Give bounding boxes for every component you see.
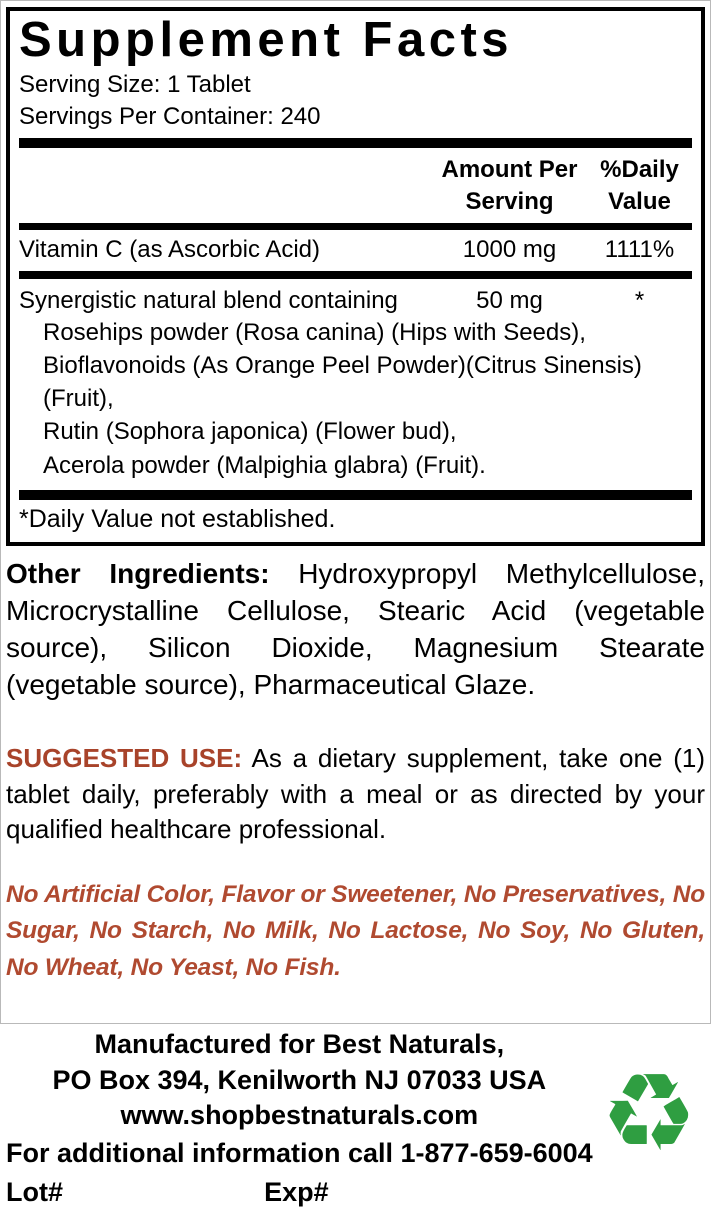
nutrient-name: Vitamin C (as Ascorbic Acid) [19, 235, 320, 263]
serving-info [19, 68, 692, 132]
blend-component: Acerola powder (Malpighia glabra) (Fruit). [43, 451, 486, 479]
footer-text-block [6, 1027, 593, 1208]
manufactured-for: Manufactured for Best Naturals, [94, 1028, 505, 1059]
other-ingredients-text: Hydroxypropyl Methylcellulose, Microcrystalline Cellulose, Stearic Acid (vegetable source), Silicon Dioxide, Magnesium Stearate (vegetable source), Pharmaceutical Glaze. [6, 557, 705, 700]
header-daily-value: %Daily Value [600, 156, 679, 215]
divider-medium [19, 223, 692, 230]
recycle-icon: ♻ [600, 1050, 698, 1176]
table-header [19, 148, 692, 222]
suggested-use [6, 741, 705, 846]
suggested-use-text: As a dietary supplement, take one (1) tablet daily, preferably with a meal or as directed by your qualified healthcare professional. [6, 743, 705, 844]
blend-row [19, 285, 692, 316]
nutrient-amount: 1000 mg [462, 235, 557, 263]
other-ingredients [6, 556, 705, 704]
blend-component: Bioflavonoids (As Orange Peel Powder)(Citrus Sinensis)(Fruit), [43, 352, 642, 413]
info-phone-line: For additional information call 1-877-659-6004 [6, 1137, 593, 1168]
address: PO Box 394, Kenilworth NJ 07033 USA [52, 1064, 547, 1095]
lot-label: Lot# [6, 1177, 63, 1208]
blend-name: Synergistic natural blend containing [19, 286, 398, 314]
panel-title: Supplement Facts [19, 13, 514, 67]
lot-exp-spacer [393, 1177, 587, 1208]
serving-size: Serving Size: 1 Tablet [19, 70, 251, 98]
nutrient-dv: 1111% [604, 235, 675, 263]
lot-exp-row [6, 1177, 593, 1208]
blend-component: Rosehips powder (Rosa canina) (Hips with Seeds), [43, 319, 586, 347]
servings-per-container: Servings Per Container: 240 [19, 103, 321, 131]
blend-amount: 50 mg [476, 286, 543, 314]
footer [6, 1027, 705, 1208]
footer-icon-block [593, 1027, 705, 1208]
blend-section [19, 279, 692, 490]
table-row [19, 230, 692, 271]
website: www.shopbestnaturals.com [120, 1100, 479, 1131]
dv-footnote: *Daily Value not established. [19, 504, 336, 533]
blend-component: Rutin (Sophora japonica) (Flower bud), [43, 418, 457, 446]
blend-dv: * [634, 286, 645, 314]
other-ingredients-label: Other Ingredients: [6, 557, 270, 589]
divider-thick [19, 138, 692, 148]
supplement-facts-panel [6, 7, 705, 546]
free-from-claims: No Artificial Color, Flavor or Sweetener, No Preservatives, No Sugar, No Starch, No Milk, No Lactose, No Soy, No Gluten, No Wheat, No Yeast, No Fish. [6, 880, 705, 982]
exp-label: Exp# [264, 1177, 329, 1208]
suggested-use-label: SUGGESTED USE: [6, 743, 243, 774]
divider-row [19, 271, 692, 279]
header-amount-per-serving: Amount Per Serving [441, 156, 578, 215]
divider-thick [19, 490, 692, 500]
blend-components [19, 316, 692, 482]
